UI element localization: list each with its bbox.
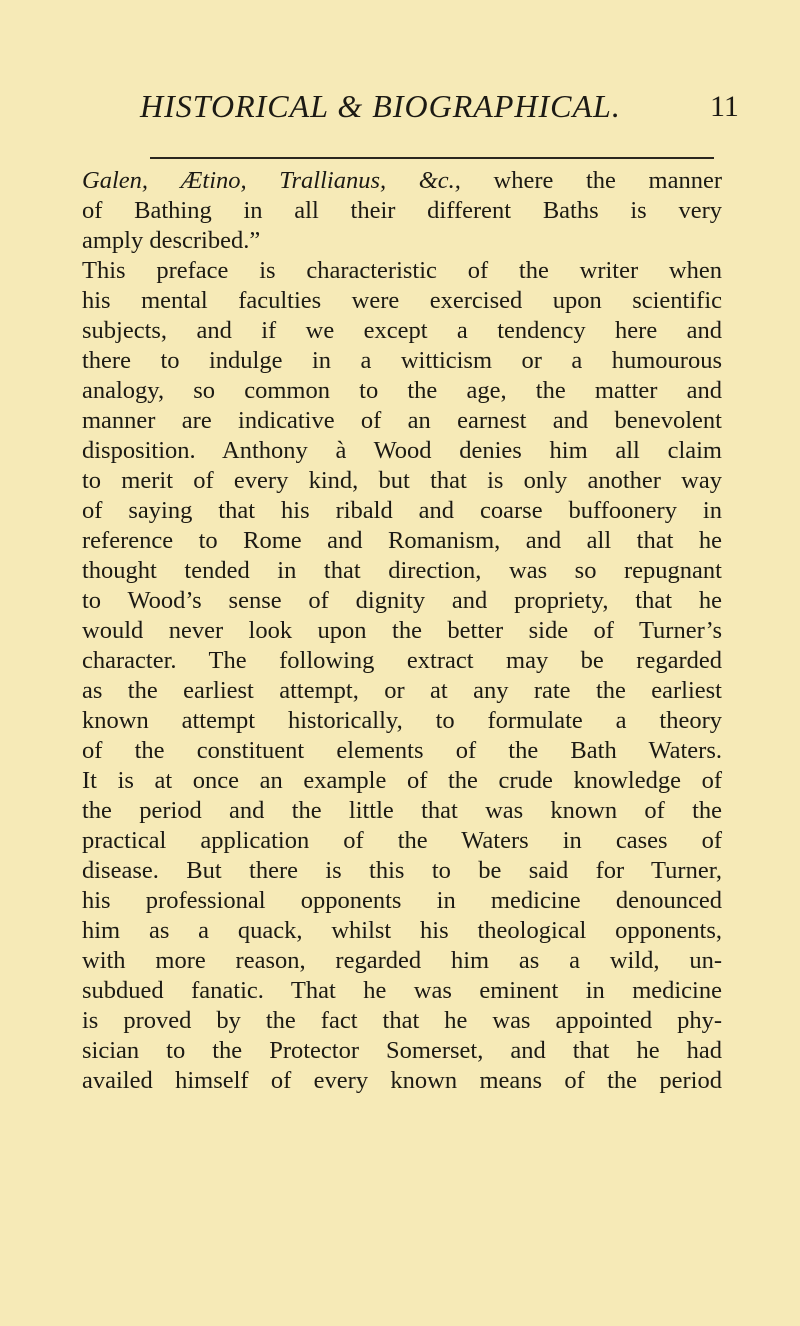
text-line: him as a quack, whilst his theological opponents, (82, 917, 722, 944)
text-line: character. The following extract may be regarded (82, 647, 722, 674)
text-line: to merit of every kind, but that is only another way (82, 467, 722, 494)
text-line: to Wood’s sense of dignity and propriety, that he (82, 587, 722, 614)
text-line: sician to the Protector Somerset, and that he had (82, 1037, 722, 1064)
text-line: amply described.” (82, 227, 261, 254)
text-line: manner are indicative of an earnest and benevolent (82, 407, 722, 434)
text-line: This preface is characteristic of the writer when (82, 257, 722, 284)
text-line: analogy, so common to the age, the matter and (82, 377, 722, 404)
text-line: of saying that his ribald and coarse buffoonery in (82, 497, 722, 524)
text-line: with more reason, regarded him as a wild, un- (82, 947, 722, 974)
text-line: known attempt historically, to formulate a theory (82, 707, 722, 734)
page-header (140, 88, 740, 140)
text-line (82, 166, 722, 196)
text-line: his professional opponents in medicine denounced (82, 887, 722, 914)
italic-names: Galen, Ætino, Trallianus, &c., (82, 167, 461, 194)
line-rest: where the manner (460, 167, 722, 194)
text-line: practical application of the Waters in cases of (82, 827, 722, 854)
text-line: of Bathing in all their different Baths is very (82, 197, 722, 224)
text-line: his mental faculties were exercised upon scientific (82, 287, 722, 314)
text-line: would never look upon the better side of Turner’s (82, 617, 722, 644)
text-line: It is at once an example of the crude knowledge of (82, 767, 722, 794)
page-number: 11 (710, 90, 739, 123)
text-line: reference to Rome and Romanism, and all that he (82, 527, 722, 554)
text-line: is proved by the fact that he was appointed phy- (82, 1007, 722, 1034)
body-text (82, 166, 722, 1096)
text-line: subdued fanatic. That he was eminent in medicine (82, 977, 722, 1004)
header-rule (150, 157, 714, 159)
text-line: of the constituent elements of the Bath Waters. (82, 737, 722, 764)
text-line: the period and the little that was known of the (82, 797, 722, 824)
text-line: availed himself of every known means of the period (82, 1067, 722, 1094)
running-head: HISTORICAL & BIOGRAPHICAL. (140, 88, 621, 124)
text-line: subjects, and if we except a tendency here and (82, 317, 722, 344)
text-line: as the earliest attempt, or at any rate the earliest (82, 677, 722, 704)
text-line: disease. But there is this to be said for Turner, (82, 857, 722, 884)
text-line: thought tended in that direction, was so repugnant (82, 557, 722, 584)
text-line: there to indulge in a witticism or a humourous (82, 347, 722, 374)
text-line: disposition. Anthony à Wood denies him all claim (82, 437, 722, 464)
